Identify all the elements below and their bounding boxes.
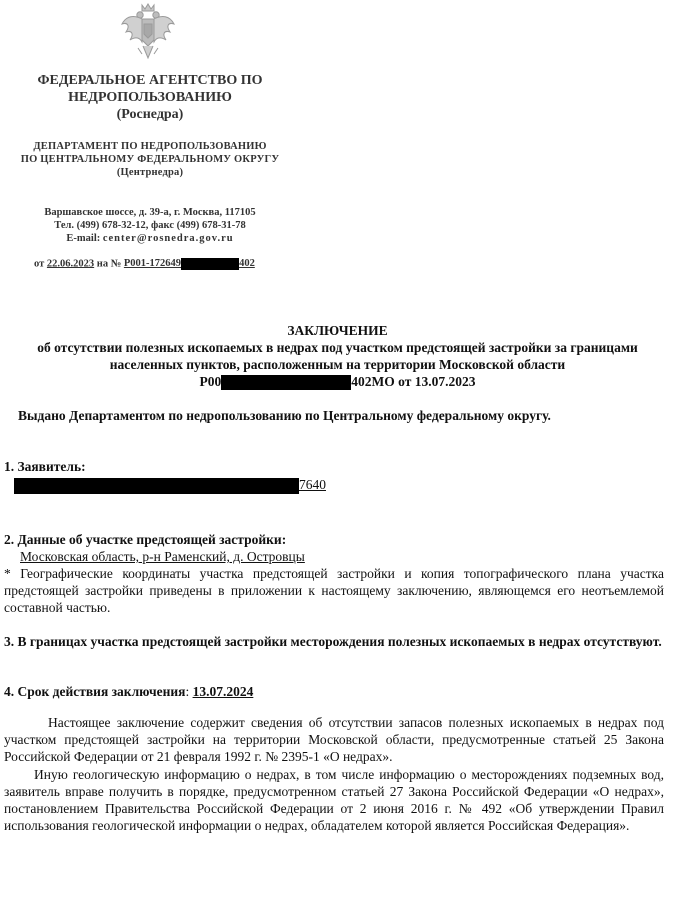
- site-note: * Географические координаты участка предстоящей застройки и копия топографического плана участка предстоящей застройки приведены в приложении к настоящему заключению, являющемся его неотъемлемой составной частью.: [4, 566, 664, 615]
- body-paragraph-2: Иную геологическую информацию о недрах, в том числе информацию о месторождениях подземных вод, заявитель вправе получить в порядке, предусмотренном статьей 27 Закона Российской Федерации «О недрах», постановлением Правительства Российской Федерации от 2 июня 2016 г. № 492 «Об утверждении Правил использования геологической информации о недрах, обладателем которой является Российская Федерация».: [4, 767, 664, 833]
- agency-name: [0, 72, 300, 123]
- conclusion-number: [0, 373, 675, 390]
- site-location: Московская область, р-н Раменский, д. Островцы: [20, 549, 305, 564]
- agency-line-1: ФЕДЕРАЛЬНОЕ АГЕНТСТВО ПО: [37, 73, 263, 88]
- email-label: E-mail:: [66, 233, 101, 244]
- title-heading: ЗАКЛЮЧЕНИЕ: [287, 323, 388, 338]
- conclusion-number-start: Р00: [199, 374, 222, 389]
- redaction-block: [181, 258, 239, 270]
- contact-block: [0, 206, 300, 245]
- body-paragraph-1: Настоящее заключение содержит сведения об отсутствии запасов полезных ископаемых в недрах под участком предстоящей застройки на территории Московской области, предусмотренные статьей 25 Закона Российской Федерации от 21 февраля 1992 г. № 2395-1 «О недрах».: [4, 715, 664, 764]
- department-name: [0, 140, 300, 179]
- ref-number-end: 402: [239, 258, 255, 270]
- email-address: center@rosnedra.gov.ru: [102, 233, 234, 244]
- site-section: [4, 531, 664, 616]
- issued-by: Выдано Департаментом по недропользованию по Центральному федеральному округу.: [18, 408, 551, 423]
- ref-prefix: от: [34, 258, 45, 270]
- phone-fax: Тел. (499) 678-32-12, факс (499) 678-31-78: [54, 220, 246, 231]
- department-short-name: (Центрнедра): [116, 167, 184, 178]
- applicant-heading: 1. Заявитель:: [4, 459, 86, 474]
- applicant-section: [4, 458, 664, 494]
- redaction-block: [14, 478, 299, 494]
- postal-address: Варшавское шоссе, д. 39-а, г. Москва, 117105: [44, 207, 256, 218]
- validity-section: [4, 683, 664, 700]
- validity-date: 13.07.2024: [192, 684, 254, 699]
- department-line-2: ПО ЦЕНТРАЛЬНОМУ ФЕДЕРАЛЬНОМУ ОКРУГУ: [20, 154, 280, 165]
- agency-line-2: НЕДРОПОЛЬЗОВАНИЮ: [68, 90, 232, 105]
- reference-line: [34, 258, 255, 270]
- document-title: [0, 322, 675, 390]
- site-heading: 2. Данные об участке предстоящей застройки:: [4, 532, 287, 547]
- title-line-2: населенных пунктов, расположенным на территории Московской области: [109, 357, 566, 372]
- email-line: [0, 232, 300, 245]
- redaction-block: [221, 375, 351, 390]
- ref-number-label: на №: [96, 258, 122, 270]
- ref-date: 22.06.2023: [46, 258, 95, 270]
- title-line-1: об отсутствии полезных ископаемых в недрах под участком предстоящей застройки за границами: [37, 340, 638, 355]
- validity-heading: 4. Срок действия заключения: [4, 684, 186, 699]
- conclusion-number-end: 402МО от 13.07.2023: [351, 374, 476, 389]
- agency-short-name: (Роснедра): [116, 107, 184, 122]
- department-line-1: ДЕПАРТАМЕНТ ПО НЕДРОПОЛЬЗОВАНИЮ: [33, 141, 267, 152]
- validity-colon: :: [185, 684, 190, 699]
- ref-number: [124, 258, 255, 269]
- applicant-value: [4, 476, 664, 494]
- deposits-statement: 3. В границах участка предстоящей застройки месторождения полезных ископаемых в недрах отсутствуют.: [4, 634, 662, 649]
- ref-number-start: Р001-172649: [123, 258, 182, 270]
- coat-of-arms-emblem: [120, 2, 176, 62]
- applicant-value-end: 7640: [299, 477, 326, 492]
